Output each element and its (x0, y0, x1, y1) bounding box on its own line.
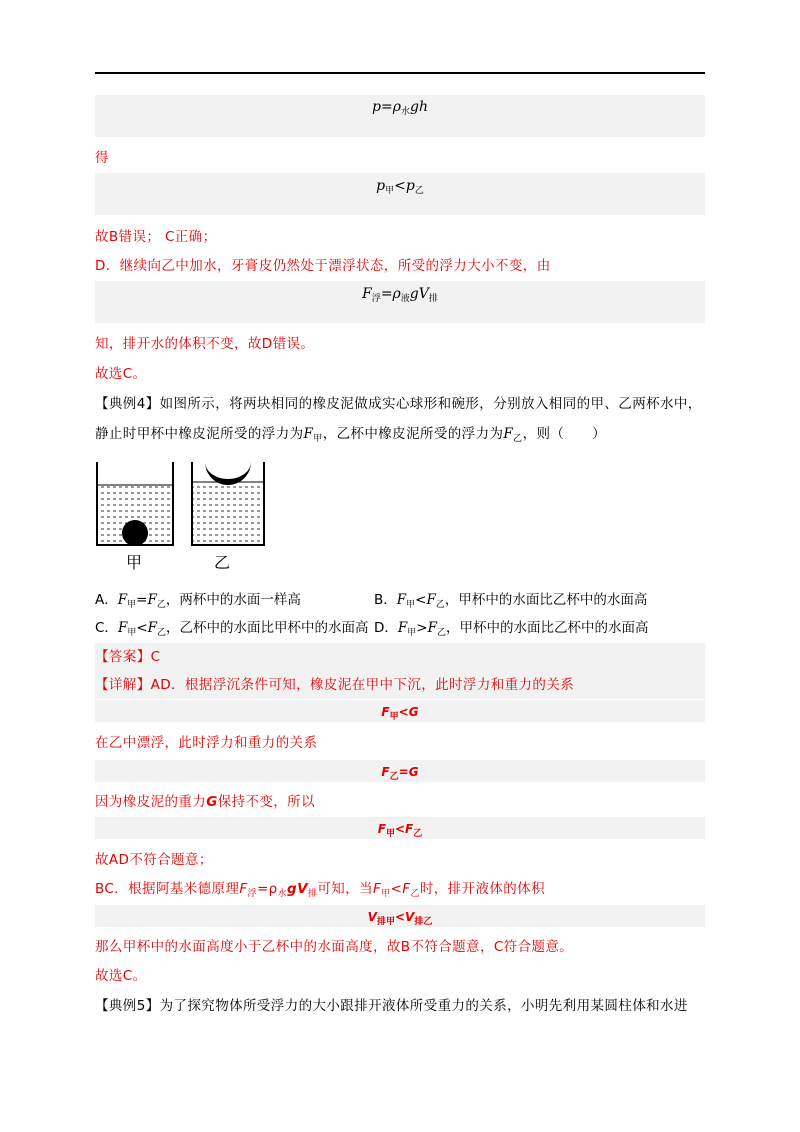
formula-volume: $V_{排甲}<V_{排乙}$ (367, 910, 433, 927)
then-line: 那么甲杯中的水面高度小于乙杯中的水面高度，故B不符合题意，C符合题意。 (95, 939, 574, 955)
formula-pressure: $p=\rho_水gh$ (372, 99, 428, 117)
text-choose-c: 故选C。 (95, 366, 147, 382)
formula-archimedes: $F_浮=\rho_液gV_排$ (362, 286, 438, 304)
formula-pressure-compare: $p_甲<p_乙$ (376, 178, 424, 196)
answer-label: 【答案】C (95, 649, 161, 665)
option-b: B．$F_甲<F_乙$，甲杯中的水面比乙杯中的水面高 (374, 592, 648, 610)
example-4-line1: 【典例4】如图所示，将两块相同的橡皮泥做成实心球形和碗形，分别放入相同的甲、乙两杯水中， (95, 396, 702, 412)
detail-line: 【详解】AD．根据浮沉条件可知，橡皮泥在甲中下沉，此时浮力和重力的关系 (95, 677, 575, 693)
text-d-option: D．继续向乙中加水，牙膏皮仍然处于漂浮状态，所受的浮力大小不变，由 (95, 258, 551, 274)
ad-wrong: 故AD不符合题意； (95, 852, 213, 868)
cups-figure (95, 460, 285, 550)
cup-yi (192, 462, 264, 545)
option-d: D．$F_甲>F_乙$，甲杯中的水面比乙杯中的水面高 (374, 620, 649, 638)
header-rule (95, 72, 705, 74)
float-line: 在乙中漂浮，此时浮力和重力的关系 (95, 735, 318, 751)
example-5-line: 【典例5】为了探究物体所受浮力的大小跟排开液体所受重力的关系，小明先利用某圆柱体和水进 (95, 998, 688, 1014)
formula-compare: $F_甲<F_乙$ (377, 822, 423, 839)
bc-line: BC．根据阿基米德原理$F_浮=\rho_水gV_排$可知，当$F_甲<F_乙$时，排开液体的体积 (95, 881, 545, 899)
cup-jia (97, 462, 173, 546)
clay-ball (122, 520, 148, 546)
label-yi: 乙 (214, 553, 231, 572)
formula-float: $F_乙=G$ (381, 765, 419, 782)
option-a: A．$F_甲=F_乙$，两杯中的水面一样高 (95, 592, 301, 610)
example-4-line2: 静止时甲杯中橡皮泥所受的浮力为$F_甲$，乙杯中橡皮泥所受的浮力为$F_乙$，则（ ） (95, 426, 606, 444)
option-c: C．$F_甲<F_乙$，乙杯中的水面比甲杯中的水面高 (95, 620, 369, 638)
text-know: 知，排开水的体积不变，故D错误。 (95, 336, 315, 352)
because-line: 因为橡皮泥的重力G保持不变，所以 (95, 794, 315, 810)
text-b-wrong: 故B错误； C正确； (95, 229, 217, 245)
choose-c-final: 故选C。 (95, 968, 147, 984)
text-de: 得 (95, 150, 109, 166)
label-jia: 甲 (126, 553, 143, 572)
formula-sink: $F_甲<G$ (381, 705, 419, 722)
